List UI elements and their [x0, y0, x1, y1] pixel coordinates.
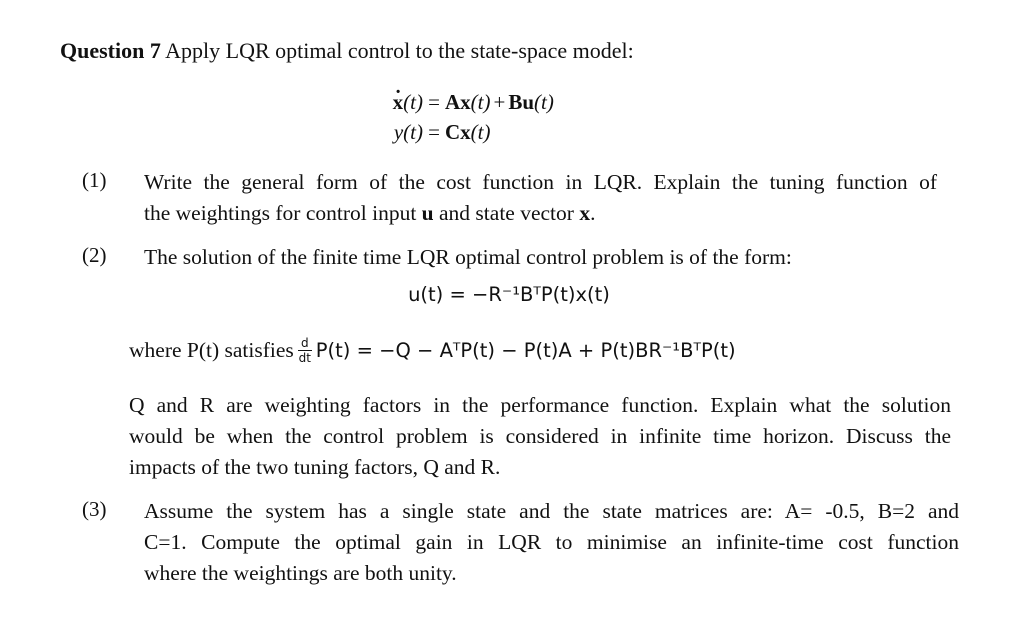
part-1-number: (1) [82, 168, 107, 192]
question-heading [60, 38, 634, 64]
question-label: Question 7 [60, 38, 161, 63]
state-space-equations [370, 90, 554, 150]
part-1-text: Write the general form of the cost function in LQR. Explain the tuning function of [144, 170, 937, 194]
where-text: where P(t) satisfies [129, 338, 294, 362]
control-law: u(t) = −R⁻¹BᵀP(t)x(t) [408, 283, 610, 306]
state-equation: x .(t) = A x (t) + B u (t) [370, 90, 554, 120]
part-1-text-line2: the weightings for control input u and state vector x. [144, 201, 596, 225]
part-3-number: (3) [82, 497, 107, 521]
part-2-number: (2) [82, 243, 107, 267]
riccati-line [129, 337, 736, 364]
output-equation: y(t) = C x (t) [393, 120, 491, 144]
part-2-paragraph-last: impacts of the two tuning factors, Q and R. [129, 455, 501, 479]
derivative-fraction: $\frac{d}{dt}$ [298, 336, 311, 365]
x-dot-symbol: x . [393, 90, 404, 115]
question-text: Apply LQR optimal control to the state-space model: [165, 38, 634, 63]
riccati-equation: P(t) = −Q − AᵀP(t) − P(t)A + P(t)BR⁻¹BᵀP(t) [315, 339, 736, 362]
part-3-text-last: where the weightings are both unity. [144, 561, 457, 585]
part-2-intro: The solution of the finite time LQR optimal control problem is of the form: [144, 245, 792, 269]
part-3-text: Assume the system has a single state and the state matrices are: A= -0.5, B=2 and C=1. Compute the optimal gain in LQR to minimise an infinite-time cost function [144, 499, 959, 554]
part-2-paragraph: Q and R are weighting factors in the performance function. Explain what the solution would be when the control problem is considered in infinite time horizon. Discuss the [129, 393, 951, 448]
